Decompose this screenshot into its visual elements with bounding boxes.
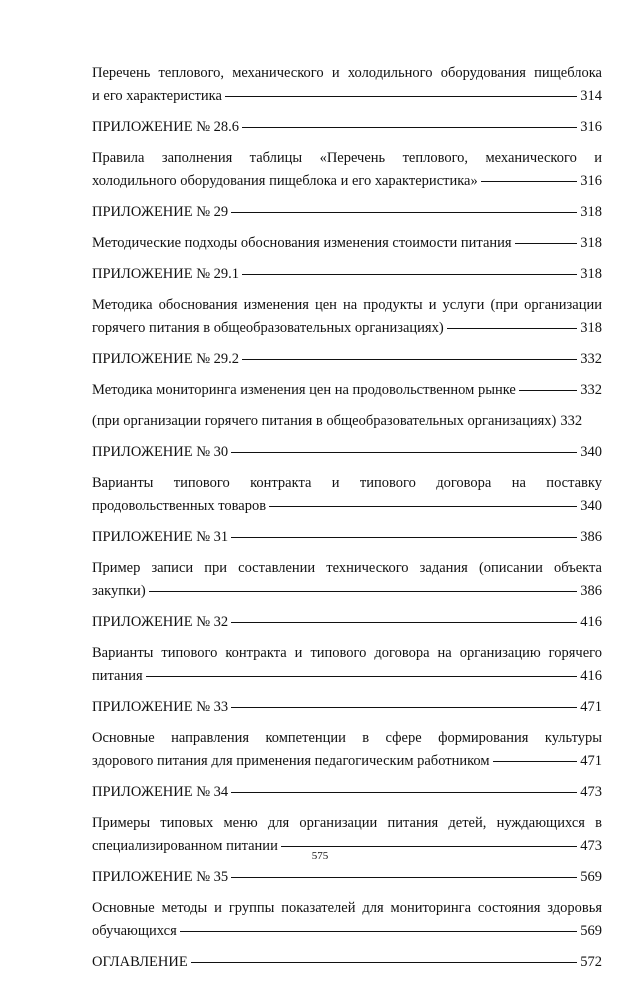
toc-entry[interactable] <box>92 410 602 433</box>
toc-entry-title-line: Правила заполнения таблицы «Перечень теплового, механического и <box>92 150 602 166</box>
toc-entry-page-number: 386 <box>580 529 602 545</box>
toc-entry-page-number: 340 <box>580 498 602 514</box>
toc-entry[interactable] <box>92 116 602 139</box>
toc-entry[interactable] <box>92 897 602 943</box>
toc-entry-title-line: ПРИЛОЖЕНИЕ № 32 <box>92 614 229 630</box>
toc-entry[interactable] <box>92 696 602 719</box>
toc-entry-page-number: 332 <box>580 382 602 398</box>
toc-entry-title-line: ПРИЛОЖЕНИЕ № 31 <box>92 529 229 545</box>
toc-entry[interactable] <box>92 781 602 804</box>
toc-entry-page-number: 340 <box>580 444 602 460</box>
toc-entry[interactable] <box>92 526 602 549</box>
toc-leader-line <box>231 706 577 708</box>
toc-leader-line <box>242 126 577 128</box>
toc-entry[interactable] <box>92 379 602 402</box>
toc-entry-page-number: 473 <box>580 784 602 800</box>
toc-entry-title-line: Методика обоснования изменения цен на продукты и услуги (при организации <box>92 297 602 313</box>
toc-entry[interactable] <box>92 727 602 773</box>
toc-entry-title-line: ПРИЛОЖЕНИЕ № 29 <box>92 204 229 220</box>
toc-entry-title-line: Методические подходы обоснования изменения стоимости питания <box>92 235 512 251</box>
toc-entry-page-number: 332 <box>560 413 583 429</box>
toc-entry[interactable] <box>92 232 602 255</box>
toc-entry-title-line: закупки) <box>92 583 146 599</box>
toc-leader-line <box>242 358 577 360</box>
toc-leader-line <box>149 590 578 592</box>
toc-leader-line <box>515 242 578 244</box>
toc-entry-title-line: горячего питания в общеобразовательных организациях) <box>92 320 444 336</box>
toc-entry-title-line: ПРИЛОЖЕНИЕ № 29.1 <box>92 266 240 282</box>
toc-entry[interactable] <box>92 866 602 889</box>
toc-entry-title-line: (при организации горячего питания в общеобразовательных организациях) <box>92 413 557 429</box>
toc-entry[interactable] <box>92 472 602 518</box>
toc-entry-title-line: Методика мониторинга изменения цен на продовольственном рынке <box>92 382 516 398</box>
toc-entry[interactable] <box>92 441 602 464</box>
toc-leader-line <box>180 930 578 932</box>
toc-leader-line <box>493 760 578 762</box>
toc-entry-page-number: 471 <box>580 753 602 769</box>
toc-entry-title-line: ПРИЛОЖЕНИЕ № 33 <box>92 699 229 715</box>
toc-entry-title-line: ПРИЛОЖЕНИЕ № 35 <box>92 869 229 885</box>
toc-entry-title-line: холодильного оборудования пищеблока и его характеристика» <box>92 173 478 189</box>
toc-leader-line <box>146 675 578 677</box>
toc-entry-title-line: Основные методы и группы показателей для мониторинга состояния здоровья <box>92 900 602 916</box>
toc-leader-line <box>281 845 577 847</box>
toc-leader-line <box>231 621 577 623</box>
toc-entry-title-line: обучающихся <box>92 923 177 939</box>
toc-entry-title-line: ОГЛАВЛЕНИЕ <box>92 954 188 970</box>
toc-leader-line <box>231 876 577 878</box>
toc-entry-page-number: 471 <box>580 699 602 715</box>
toc-entry-page-number: 318 <box>580 266 602 282</box>
toc-leader-line <box>242 273 577 275</box>
toc-entry[interactable] <box>92 294 602 340</box>
toc-leader-line <box>519 389 577 391</box>
toc-entry-title-line: ПРИЛОЖЕНИЕ № 28.6 <box>92 119 240 135</box>
toc-entry-title-line: питания <box>92 668 143 684</box>
toc-entry[interactable] <box>92 147 602 193</box>
toc-entry-page-number: 569 <box>580 923 602 939</box>
toc-entry-page-number: 316 <box>580 173 602 189</box>
toc-entry[interactable] <box>92 263 602 286</box>
toc-entry-title-line: ПРИЛОЖЕНИЕ № 29.2 <box>92 351 240 367</box>
toc-entry-title-line: продовольственных товаров <box>92 498 267 514</box>
toc-entry-page-number: 386 <box>580 583 602 599</box>
toc-entry-page-number: 318 <box>580 320 602 336</box>
toc-entry-title-line: Варианты типового контракта и типового договора на организацию горячего <box>92 645 602 661</box>
toc-entry-title-line: Варианты типового контракта и типового договора на поставку <box>92 475 602 491</box>
toc-leader-line <box>225 95 577 97</box>
toc-entry[interactable] <box>92 951 602 974</box>
toc-entry-page-number: 416 <box>580 668 602 684</box>
toc-entry-title-line: здорового питания для применения педагогическим работником <box>92 753 490 769</box>
toc-entry[interactable] <box>92 201 602 224</box>
toc-entry[interactable] <box>92 62 602 108</box>
toc-leader-line <box>447 327 578 329</box>
toc-leader-line <box>231 791 577 793</box>
toc-entry-title-line: Примеры типовых меню для организации питания детей, нуждающихся в <box>92 815 602 831</box>
toc-entry-page-number: 314 <box>580 88 602 104</box>
toc-leader-line <box>231 451 577 453</box>
toc-entry[interactable] <box>92 348 602 371</box>
toc-entry-page-number: 473 <box>580 838 602 854</box>
toc-entry-page-number: 569 <box>580 869 602 885</box>
toc-entry-page-number: 332 <box>580 351 602 367</box>
toc-leader-line <box>231 536 577 538</box>
toc-leader-line <box>191 961 578 963</box>
toc-leader-line <box>269 505 577 507</box>
toc-entry-title-line: ПРИЛОЖЕНИЕ № 30 <box>92 444 229 460</box>
toc-entry-title-line: ПРИЛОЖЕНИЕ № 34 <box>92 784 229 800</box>
page-number: 575 <box>311 850 329 862</box>
toc-entry-page-number: 316 <box>580 119 602 135</box>
toc-entry-title-line: Пример записи при составлении технического задания (описании объекта <box>92 560 602 576</box>
toc-entry[interactable] <box>92 642 602 688</box>
toc-entry-title-line: специализированном питании <box>92 838 278 854</box>
toc-entry-title-line: Перечень теплового, механического и холодильного оборудования пищеблока <box>92 65 602 81</box>
toc-entry-title-line: Основные направления компетенции в сфере формирования культуры <box>92 730 602 746</box>
toc-entry[interactable] <box>92 557 602 603</box>
toc-entry-page-number: 416 <box>580 614 602 630</box>
toc-entry-page-number: 318 <box>580 235 602 251</box>
toc-entry-title-line: и его характеристика <box>92 88 222 104</box>
toc-entry-page-number: 572 <box>580 954 602 970</box>
toc-entry[interactable] <box>92 611 602 634</box>
toc-leader-line <box>481 180 578 182</box>
toc-leader-line <box>231 211 577 213</box>
table-of-contents <box>92 62 602 982</box>
toc-entry-page-number: 318 <box>580 204 602 220</box>
